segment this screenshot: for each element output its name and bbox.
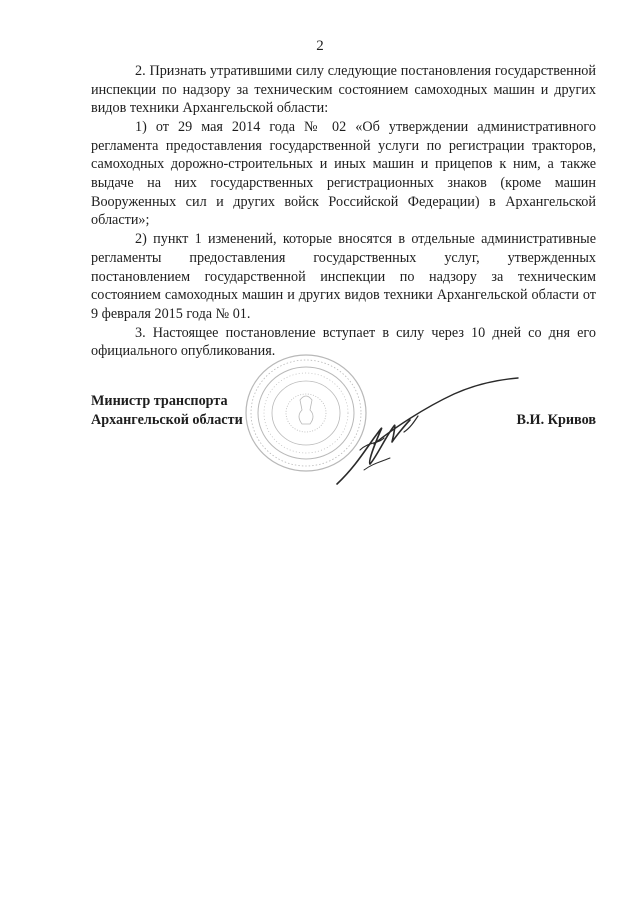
paragraph-3-effective: 3. Настоящее постановление вступает в силу через 10 дней со дня его официального опубликования. xyxy=(91,324,596,360)
page-number: 2 xyxy=(316,38,324,54)
signatory-position-line-2: Архангельской области xyxy=(91,412,243,428)
signatory-name: В.И. Кривов xyxy=(516,412,596,428)
signature-block xyxy=(91,392,596,502)
paragraph-2-repeal: 2. Признать утратившими силу следующие постановления государственной инспекции по надзору за техническим состоянием самоходных машин и других видов техники Архангельской области: xyxy=(91,63,596,117)
signatory-position-line-1: Министр транспорта xyxy=(91,393,228,409)
paragraph-item-2: 2) пункт 1 изменений, которые вносятся в отдельные административные регламенты предоставления государственных услуг, утвержденных постановлением государственной инспекции по надзору за техническим состоянием самоходных машин и других видов техники Архангельской области от 9 февраля 2015 года № 01. xyxy=(91,231,596,322)
document-body xyxy=(91,62,596,361)
signatory-position xyxy=(91,392,243,430)
paragraph-item-1: 1) от 29 мая 2014 года № 02 «Об утверждении административного регламента предоставления государственной услуги по регистрации тракторов, самоходных дорожно-строительных и иных машин и прицепов к ним, а также выдаче на них государственных регистрационных знаков (кроме машин Вооруженных сил и других войск Российской Федерации) в Архангельской области»; xyxy=(91,119,596,229)
